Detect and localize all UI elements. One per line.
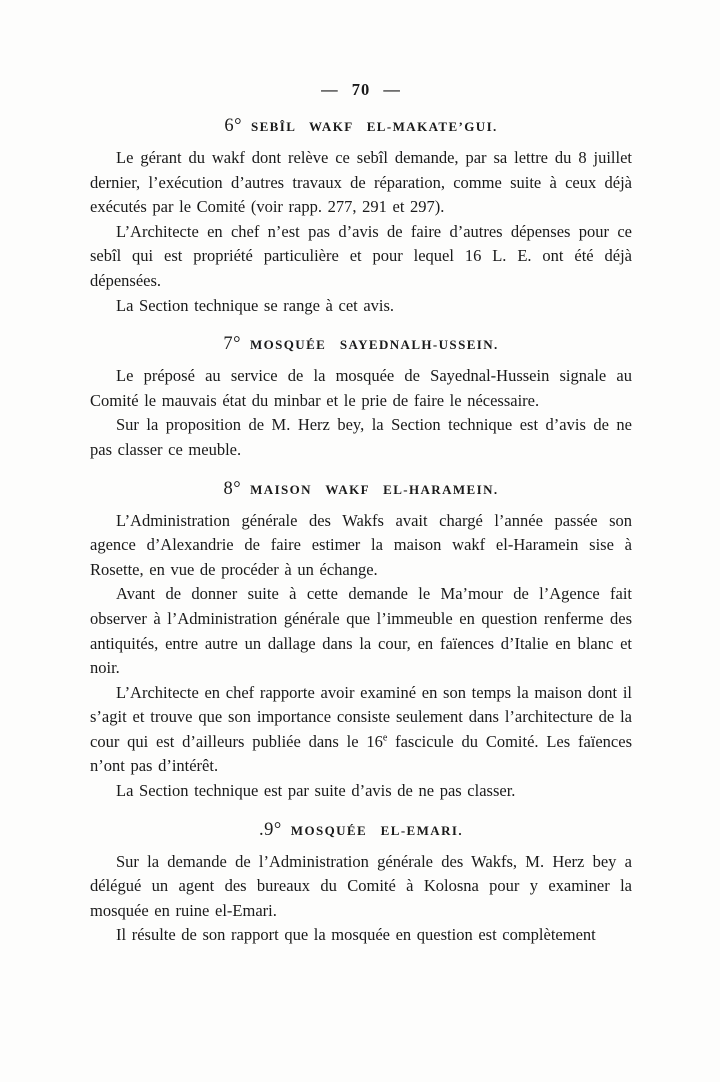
paragraph bbox=[90, 681, 632, 779]
section-title: MAISON WAKF EL-HARAMEIN. bbox=[250, 481, 499, 497]
paragraph-text: fascicule du Comité. Les faïences n’ont pas d’intérêt. bbox=[90, 731, 633, 776]
paragraph: Il résulte de son rapport que la mosquée en question est complètement bbox=[116, 925, 596, 945]
paragraph: La Section technique est par suite d’avis de ne pas classer. bbox=[116, 781, 516, 801]
section-heading bbox=[90, 331, 632, 356]
paragraph-text: L’Architecte en chef rapporte avoir examiné en son temps la maison dont il s’agit et trouve que son importance consiste seulement dans l’architecture de la cour qui est d’ailleurs publiée dans le 16 bbox=[90, 682, 632, 751]
section-number: 8° bbox=[223, 478, 242, 499]
section-sebil-wakf-el-makategui bbox=[90, 113, 632, 318]
section-heading bbox=[90, 476, 632, 501]
section-title: SEBÎL WAKF EL-MAKATE’GUI. bbox=[250, 119, 498, 134]
paragraph: L’Architecte en chef n’est pas d’avis de faire d’autres dépenses pour ce sebîl qui est propriété particulière et pour lequel 16 L. E. ont été déjà dépensées. bbox=[90, 221, 632, 290]
paragraph: Sur la demande de l’Administration générale des Wakfs, M. Herz bey a délégué un agent des bureaux du Comité à Kolosna pour y examiner la mosquée en ruine el-Emari. bbox=[90, 851, 632, 920]
paragraph: L’Administration générale des Wakfs avait chargé l’année passée son agence d’Alexandrie de faire estimer la maison wakf el-Haramein sise à Rosette, en vue de procéder à un échange. bbox=[90, 510, 632, 579]
section-title: MOSQUÉE SAYEDNALH-USSEIN. bbox=[249, 337, 499, 353]
paragraph: Le préposé au service de la mosquée de Sayednal-Hussein signale au Comité le mauvais état du minbar et le prie de faire le nécessaire. bbox=[90, 366, 632, 410]
paragraph: Avant de donner suite à cette demande le Ma’mour de l’Agence fait observer à l’Administration générale que l’immeuble en question renferme des antiquités, entre autre un dallage dans la cour, en faïences d’Italie en blanc et noir. bbox=[90, 584, 632, 678]
section-maison-wakf-el-haramein bbox=[90, 476, 632, 804]
ordinal-superscript: e bbox=[382, 732, 388, 744]
section-heading bbox=[90, 113, 632, 138]
section-number: 7° bbox=[223, 334, 241, 355]
page-number: — 70 — bbox=[321, 80, 401, 99]
paragraph: Sur la proposition de M. Herz bey, la Section technique est d’avis de ne pas classer ce meuble. bbox=[90, 415, 632, 459]
section-title: MOSQUÉE EL-EMARI. bbox=[290, 822, 463, 838]
section-number: .9° bbox=[259, 819, 282, 840]
section-mosquee-sayednalh-ussein bbox=[90, 331, 632, 462]
paragraph: La Section technique se range à cet avis. bbox=[116, 295, 395, 315]
paragraph: Le gérant du wakf dont relève ce sebîl demande, par sa lettre du 8 juillet dernier, l’exécution d’autres travaux de réparation, comme suite à ceux déjà exécutés par le Comité (voir rapp. 277, 291 et 297). bbox=[90, 148, 632, 217]
section-mosquee-el-emari bbox=[90, 817, 632, 948]
section-number: 6° bbox=[224, 116, 242, 136]
section-heading bbox=[90, 817, 632, 842]
